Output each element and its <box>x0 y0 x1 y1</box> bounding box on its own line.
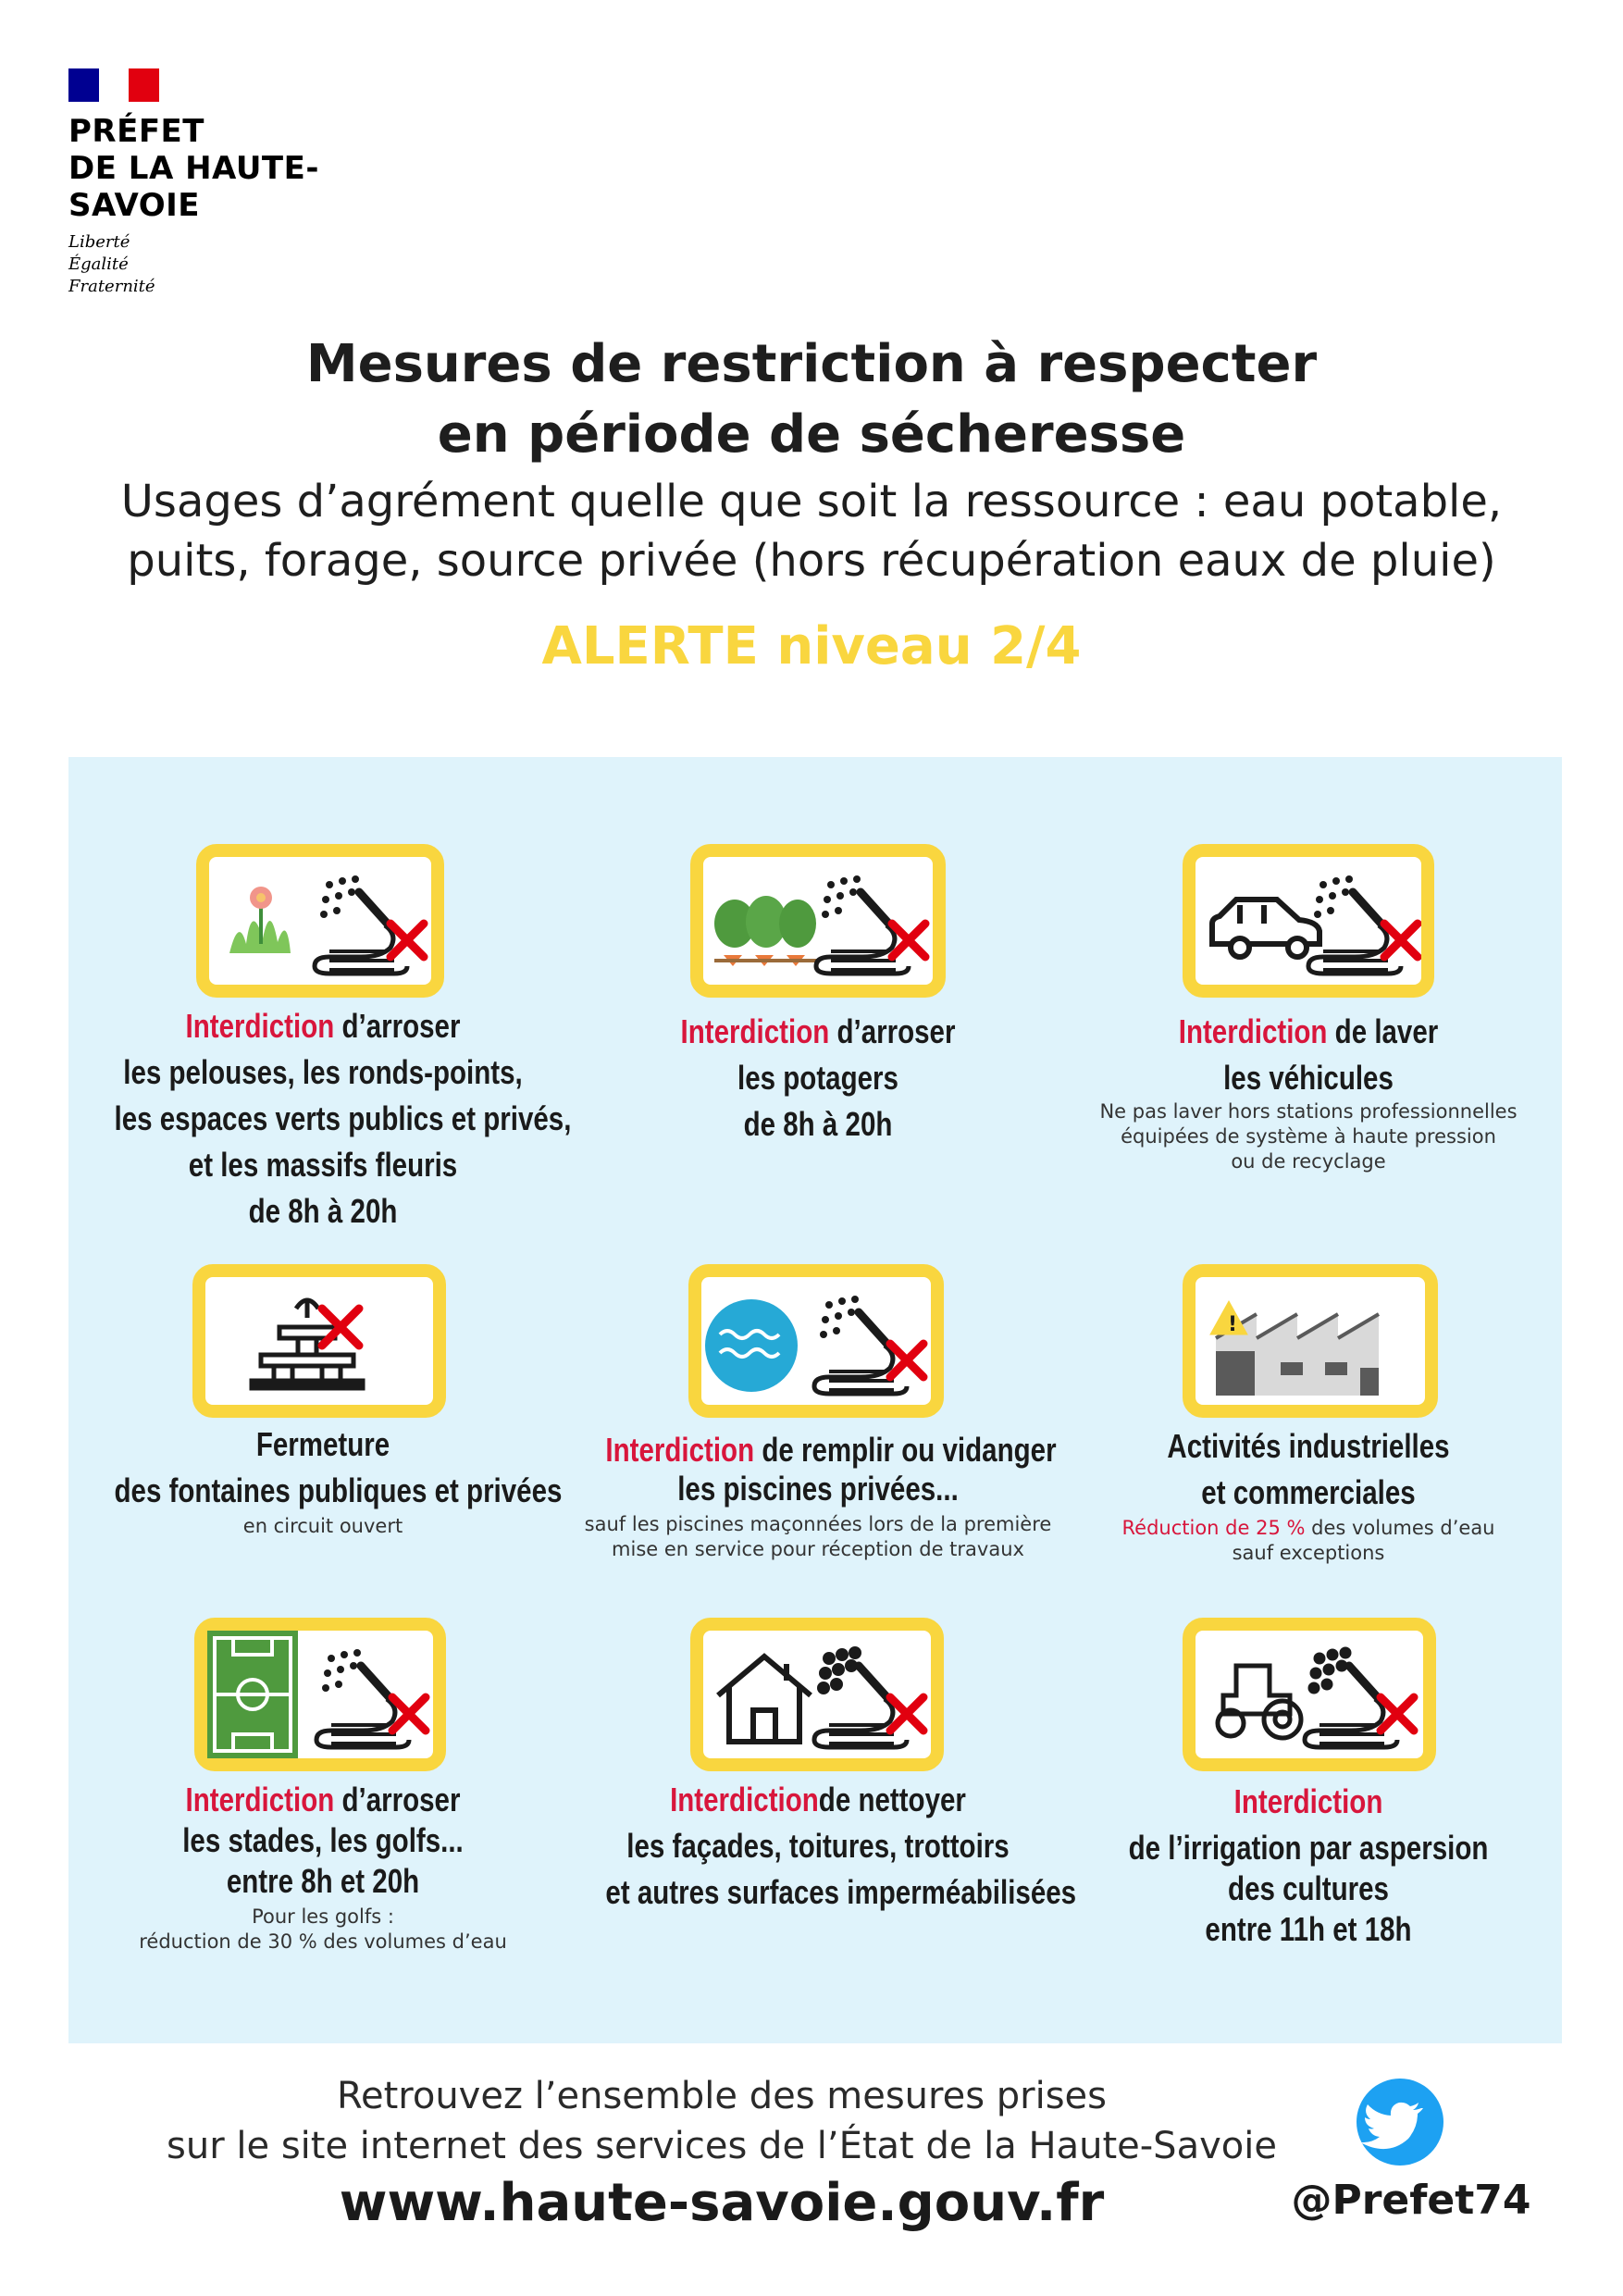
fountains-line1: Fermeture <box>255 1425 390 1463</box>
stadiums-note2: réduction de 30 % des volumes d’eau <box>139 1930 507 1953</box>
industry-line2: et commerciales <box>1201 1473 1416 1511</box>
stadiums-note1: Pour les golfs : <box>252 1905 394 1928</box>
website-link[interactable]: www.haute-savoie.gouv.fr <box>339 2173 1105 2233</box>
subtitle-line2: puits, forage, source privée (hors récupération eaux de pluie) <box>127 535 1496 587</box>
twitter-handle[interactable]: @Prefet74 <box>1291 2177 1531 2224</box>
irrigation-line2: de l’irrigation par aspersion <box>1128 1829 1489 1867</box>
lawns-line4: et les massifs fleuris <box>188 1146 458 1184</box>
tractor-irrigation-prohibited-icon <box>1183 1618 1436 1771</box>
motto-liberte: Liberté <box>68 232 130 252</box>
pools-line2: les piscines privées... <box>677 1470 959 1508</box>
lawns-interdiction: Interdiction <box>185 1007 335 1045</box>
prefecture-name-line2: DE LA HAUTE-SAVOIE <box>68 150 319 224</box>
card-gardens <box>568 1009 1068 1148</box>
facades-action: de nettoyer <box>818 1781 966 1818</box>
pools-interdiction: Interdiction <box>605 1431 755 1469</box>
vehicles-action: de laver <box>1327 1012 1439 1050</box>
gardens-interdiction: Interdiction <box>680 1012 830 1050</box>
card-pools <box>559 1427 1077 1562</box>
fountains-note: en circuit ouvert <box>242 1515 403 1537</box>
footer-line1: Retrouvez l’ensemble des mesures prises <box>337 2075 1107 2117</box>
card-facades <box>559 1777 1077 1916</box>
vehicles-interdiction: Interdiction <box>1178 1012 1328 1050</box>
footer-text <box>83 2071 1360 2171</box>
measures-panel <box>68 757 1562 2043</box>
card-industry <box>1077 1423 1540 1566</box>
pools-note2: mise en service pour réception de travaux <box>612 1538 1024 1560</box>
vehicles-note2: équipées de système à haute pression <box>1121 1125 1496 1148</box>
gardens-action: d’arroser <box>829 1012 956 1050</box>
prefecture-name-line1: PRÉFET <box>68 113 204 150</box>
republic-motto <box>68 231 420 298</box>
vehicles-note1: Ne pas laver hors stations professionnelles <box>1099 1100 1518 1123</box>
irrigation-line3: des cultures <box>1228 1869 1389 1907</box>
title-line1: Mesures de restriction à respecter <box>305 334 1318 394</box>
vehicles-line2: les véhicules <box>1223 1059 1394 1097</box>
lawns-line3: les espaces verts publics et privés, <box>114 1099 572 1137</box>
lawns-line2: les pelouses, les ronds-points, <box>123 1053 523 1091</box>
industry-exceptions: sauf exceptions <box>1232 1542 1385 1564</box>
gardens-line2: les potagers <box>737 1059 898 1097</box>
french-flag-icon <box>68 68 159 102</box>
irrigation-interdiction: Interdiction <box>1233 1782 1383 1820</box>
stadiums-line2: les stades, les golfs... <box>182 1821 464 1859</box>
fountain-prohibited-icon <box>192 1264 446 1418</box>
card-irrigation <box>1077 1779 1540 1953</box>
stadium-watering-prohibited-icon <box>194 1618 446 1771</box>
motto-fraternite: Fraternité <box>68 277 155 296</box>
card-fountains <box>68 1421 577 1539</box>
gardens-line3: de 8h à 20h <box>743 1105 893 1143</box>
card-stadiums <box>68 1777 577 1955</box>
prefecture-logo <box>68 68 420 298</box>
lawn-watering-prohibited-icon <box>196 844 444 998</box>
svg-text:!: ! <box>1228 1313 1238 1336</box>
stadiums-action: d’arroser <box>334 1781 461 1818</box>
pool-filling-prohibited-icon <box>688 1264 944 1418</box>
page-title <box>0 329 1623 470</box>
title-line2: en période de sécheresse <box>437 404 1186 465</box>
fountains-line2: des fontaines publiques et privées <box>114 1471 563 1509</box>
industry-line1: Activités industrielles <box>1167 1427 1450 1465</box>
facades-line2: les façades, toitures, trottoirs <box>626 1827 1010 1865</box>
industry-reduction: Réduction de 25 % <box>1121 1517 1306 1539</box>
stadiums-line3: entre 8h et 20h <box>226 1862 420 1900</box>
subtitle-line1: Usages d’agrément quelle que soit la ressource : eau potable, <box>120 476 1503 527</box>
lawns-action: d’arroser <box>334 1007 461 1045</box>
card-vehicles <box>1077 1009 1540 1174</box>
house-cleaning-prohibited-icon <box>690 1618 944 1771</box>
pools-note1: sauf les piscines maçonnées lors de la première <box>584 1513 1052 1535</box>
footer-line2: sur le site internet des services de l’État de la Haute-Savoie <box>167 2125 1277 2167</box>
vegetable-garden-watering-prohibited-icon <box>690 844 946 998</box>
twitter-bird-icon[interactable] <box>1357 2079 1443 2166</box>
stadiums-interdiction: Interdiction <box>185 1781 335 1818</box>
factory-warning-icon <box>1183 1264 1438 1418</box>
card-lawns <box>68 1003 577 1235</box>
car-washing-prohibited-icon <box>1183 844 1434 998</box>
motto-egalite: Égalité <box>68 254 129 274</box>
lawns-line5: de 8h à 20h <box>248 1192 398 1230</box>
pools-action: de remplir ou vidanger <box>754 1431 1057 1469</box>
facades-interdiction: Interdiction <box>670 1781 819 1818</box>
prefecture-name <box>68 113 420 224</box>
industry-volumes: des volumes d’eau <box>1305 1517 1495 1539</box>
vehicles-note3: ou de recyclage <box>1231 1150 1386 1173</box>
page-subtitle <box>56 472 1567 590</box>
alert-level: ALERTE niveau 2/4 <box>541 616 1082 676</box>
facades-line3: et autres surfaces imperméabilisées <box>605 1873 1077 1911</box>
irrigation-line4: entre 11h et 18h <box>1205 1910 1412 1948</box>
